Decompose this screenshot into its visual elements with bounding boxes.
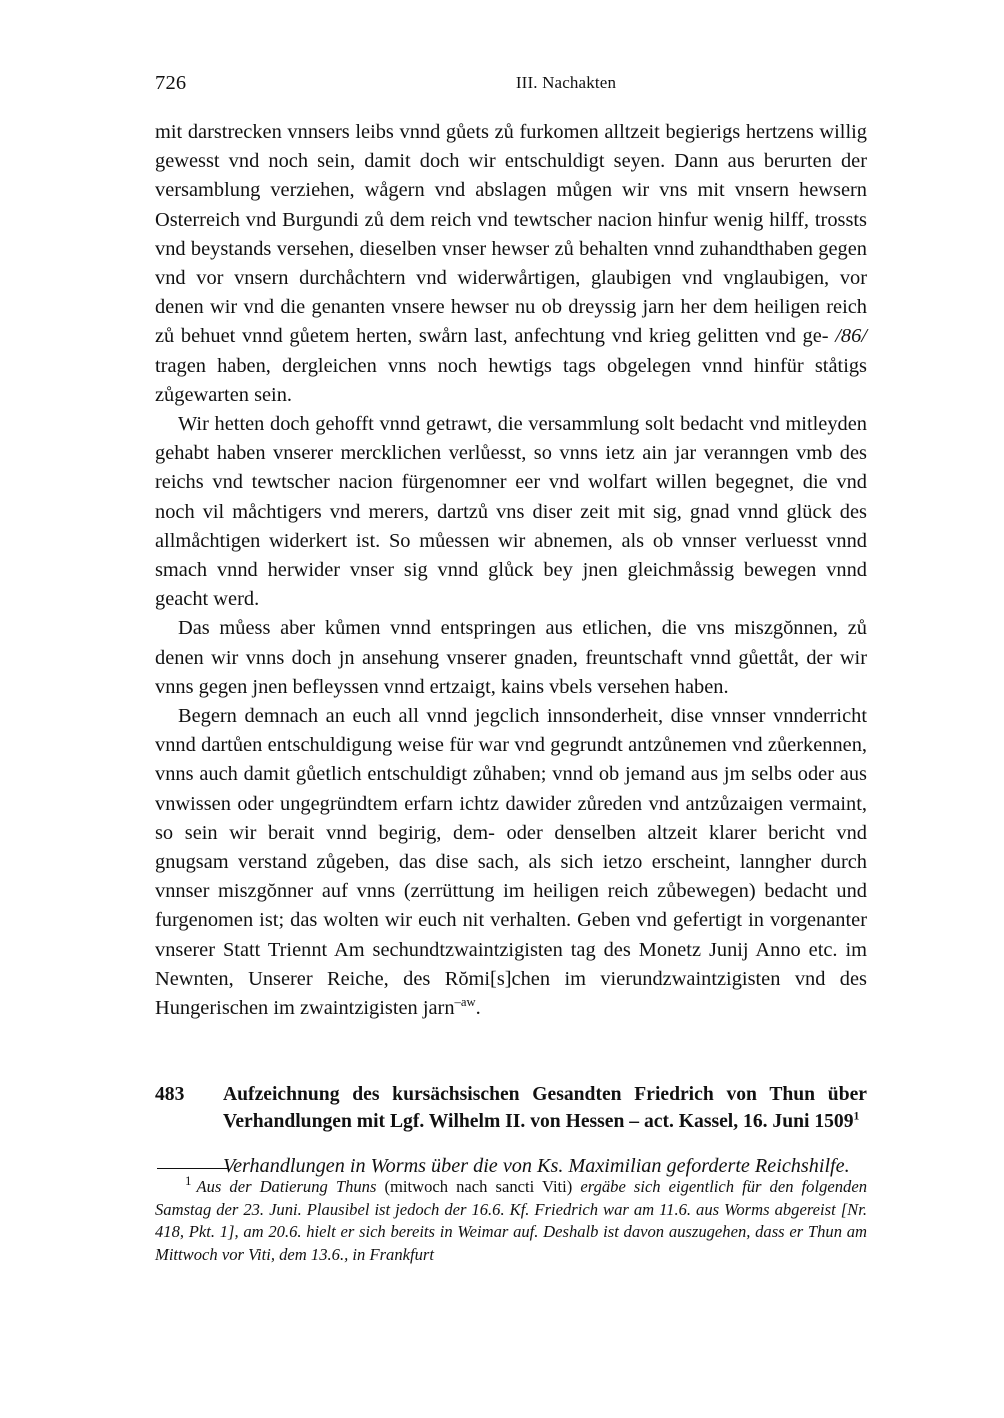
record-regest: Verhandlungen in Worms über die von Ks. Maximilian geforderte Reichshilfe. — [223, 1155, 850, 1178]
record-footnote-reference[interactable]: 1 — [853, 1109, 860, 1123]
paragraph-3: Das můess aber kůmen vnnd entspringen aus etlichen, die vns miszgŏnnen, zů denen wir vnns doch jn ansehung vnserer gnaden, freuntschaft vnnd gůettåt, der wir vnns gegen jnen befleyssen vnnd ertzaigt, kains vbels versehen haben. — [155, 617, 867, 698]
record-heading — [155, 1081, 867, 1135]
paragraph-1 — [155, 118, 867, 410]
running-title: III. Nachakten — [515, 73, 617, 92]
footnote-1 — [155, 1173, 867, 1266]
paragraph-4 — [155, 702, 867, 1023]
footnote-1-number: 1 — [185, 1173, 192, 1189]
body-text — [155, 118, 867, 1023]
textual-sigil-aw: –aw — [454, 995, 476, 1010]
folio-marker: /86/ — [835, 325, 867, 348]
footnote-1-italic-part-1: Aus der Datierung Thuns — [196, 1177, 385, 1196]
record-number: 483 — [155, 1084, 185, 1106]
paragraph-1-text-after-folio: tragen haben, dergleichen vnns noch hewtigs tags obgelegen vnnd hinfür ståtigs zůgewarten sein. — [155, 354, 867, 406]
record-title-text: Aufzeichnung des kursächsischen Gesandten Friedrich von Thun über Verhandlungen mit Lgf. Wilhelm II. von Hessen – act. Kassel, 16. Juni 1509 — [223, 1084, 867, 1133]
paragraph-1-text-before-folio: mit darstrecken vnnsers leibs vnnd gůets zů furkomen alltzeit begierigs hertzens willig gewesst vnd noch sein, damit doch wir entschuldigt seyen. Dann aus berurten der versamblung verziehen, wågern vnd abslagen můgen wir vns mit vnsern hewsern Osterreich vnd Burgundi zů dem reich vnd tewtscher nacion hinfur wenig hilff, trossts vnd beystands versehen, dieselben vnser hewser zů behalten vnnd zuhandthaben gegen vnd vor vnsern durchåchtern vnd widerwårtigen, glaubigen vnd vnglaubigen, vor denen wir vnd die genanten vnsere hewser nu ob dreyssig jarn her dem heiligen reich zů behuet vnnd gůetem herten, swårn last, anfechtung vnd krieg gelitten vnd ge- — [155, 121, 867, 348]
paragraph-4-tail: . — [475, 997, 481, 1020]
footnote-separator-rule — [157, 1168, 229, 1169]
running-head — [155, 72, 867, 118]
paragraph-4-text: Begern demnach an euch all vnnd jegclich innsonderheit, dise vnnser vnnderricht vnnd dartůen entschuldigung weise für war vnd gegrundt antzůnemen vnd zůerkennen, vnns auch damit gůetlich entschuldigt zůhaben; vnnd ob jemand aus jm selbs oder aus vnwissen oder ungegründtem erfarn ichtz dawider zůreden vnd antzůzaigen vermaint, so sein wir berait vnnd begirig, dem- oder denselben altzeit klarer bericht vnd gnugsam verstand zůgeben, das dise sach, als sich ietzo erscheint, lanngher durch vnnser miszgŏnner auf vnns (zerrüttung im heiligen reich zůbewegen) bedacht und furgenomen ist; das wolten wir euch nit verhalten. Geben vnd gefertigt in vorgenanter vnserer Statt Triennt Am sechundtzwaintzigisten tag des Monetz Junij Anno etc. im Newnten, Unserer Reiche, des Rŏmi[s]chen im vierundzwaintzigisten vnd des Hungerischen im zwaintzigisten jarn — [155, 705, 867, 1020]
paragraph-2: Wir hetten doch gehofft vnnd getrawt, die versammlung solt bedacht vnd mitleyden gehabt haben vnserer mercklichen verlůesst, so vnns ietz ain jar veranngen vmb des reichs vnd tewtscher nacion fürgenomner eer vnd wolfart willen begegnet, die vnd noch vil måchtigers vnd merers, dartzů vns diser zeit mit sig, gnad vnnd glück des allmåchtigen widerkert ist. So můessen wir abnemen, als ob vnnser verluesst vnnd smach vnnd herwider vnser sig vnnd glůck bey jnen gleichmåssig bewegen vnnd geacht werd. — [155, 413, 867, 611]
footnote-apparatus — [155, 1168, 867, 1266]
footnote-1-italic-part-2: ergäbe sich eigentlich für den folgenden Samstag der 23. Juni. Plausibel ist jedoch der 16.6. Kf. Friedrich war am 11.6. aus Worms abgereist [Nr. 418, Pkt. 1], am 20.6. hielt er sich bereits in Weimar auf. Deshalb ist davon auszugehen, dass er Thun am Mittwoch vor Viti, dem 13.6., in Frankfurt — [155, 1177, 867, 1264]
record-title — [223, 1081, 867, 1135]
page-content-column — [155, 0, 867, 1180]
footnote-1-roman-part: (mitwoch nach sancti Viti) — [384, 1177, 573, 1196]
page-number: 726 — [155, 72, 187, 94]
